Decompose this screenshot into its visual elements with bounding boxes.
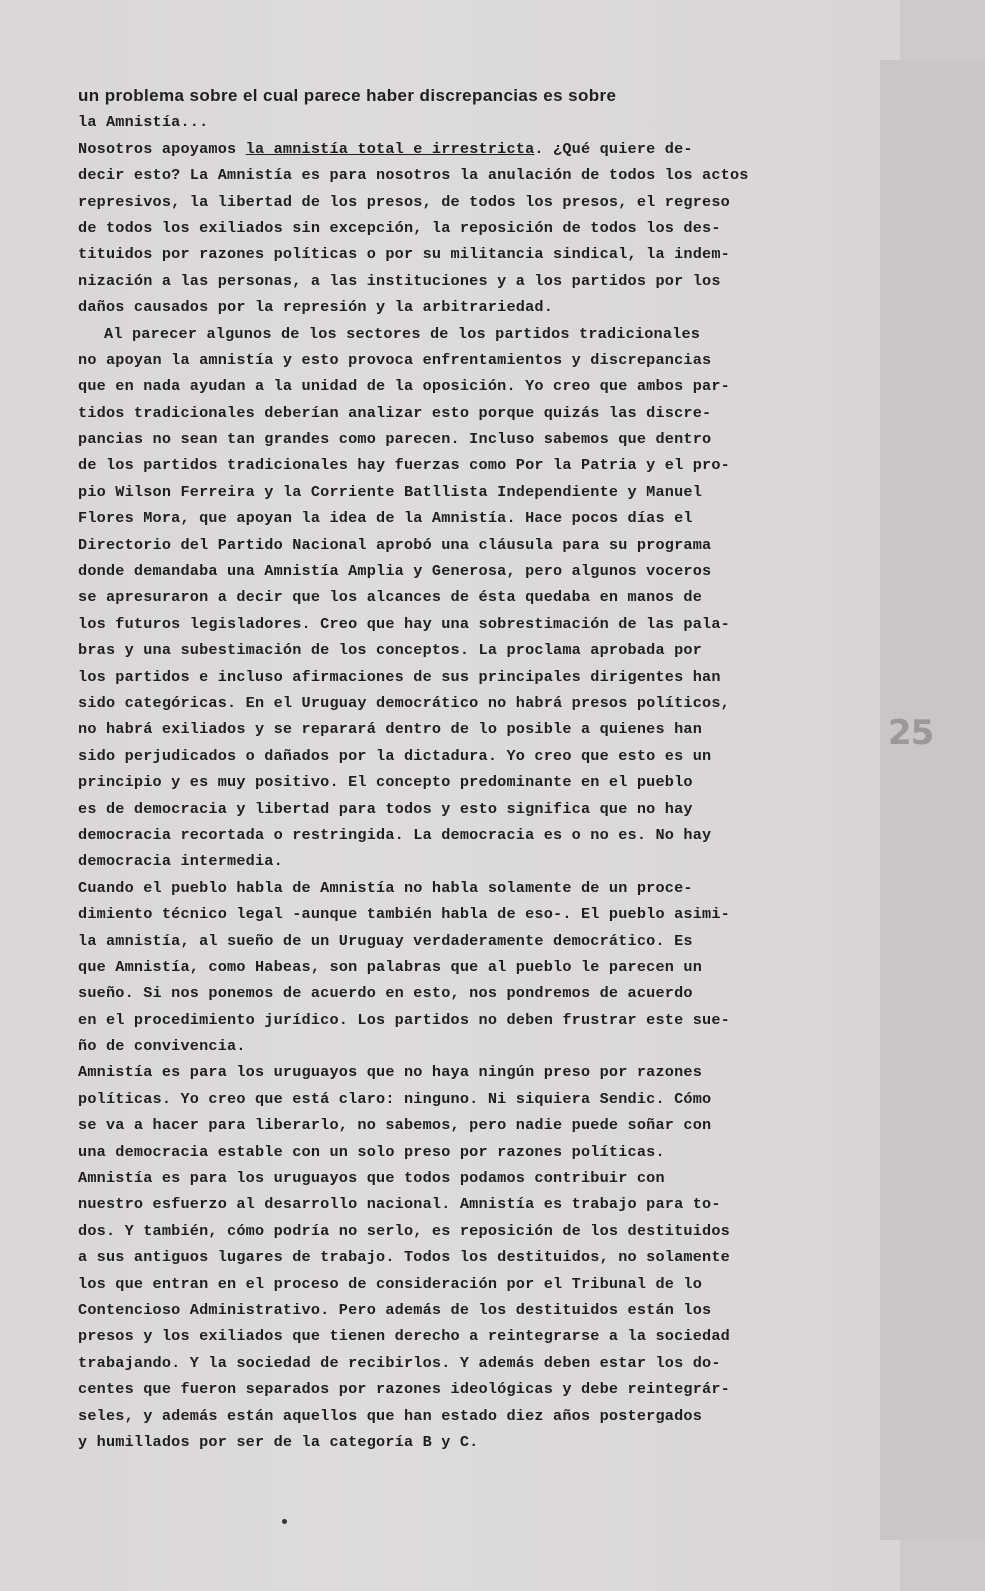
text-line: no apoyan la amnistía y esto provoca enfrentamientos y discrepancias [78,350,712,369]
text-line: democracia recortada o restringida. La democracia es o no es. No hay [78,825,712,844]
text-line: dimiento técnico legal -aunque también habla de eso-. El pueblo asimi- [78,905,730,924]
ink-dot [282,1519,287,1524]
text-line: sido perjudicados o dañados por la dictadura. Yo creo que esto es un [78,746,712,765]
text-line: nización a las personas, a las instituciones y a los partidos por los [78,271,721,290]
text-line: que Amnistía, como Habeas, son palabras que al pueblo le parecen un [78,957,703,976]
text-line: seles, y además están aquellos que han estado diez años postergados [78,1406,703,1425]
text-line: la amnistía, al sueño de un Uruguay verdaderamente democrático. Es [78,931,693,950]
text-line: pio Wilson Ferreira y la Corriente Batllista Independiente y Manuel [78,482,703,501]
text-line: dos. Y también, cómo podría no serlo, es reposición de los destituidos [78,1221,730,1240]
text-line: Al parecer algunos de los sectores de los partidos tradicionales [104,324,701,343]
text-line: los que entran en el proceso de consideración por el Tribunal de lo [78,1274,703,1293]
text-line: Amnistía es para los uruguayos que todos podamos contribuir con [78,1169,665,1188]
text-line: una democracia estable con un solo preso por razones políticas. [78,1142,665,1161]
text-line: tidos tradicionales deberían analizar esto porque quizás las discre- [78,403,712,422]
adjacent-page-edge [880,60,985,1540]
text-line: bras y una subestimación de los conceptos. La proclama aprobada por [78,641,703,660]
text-line: principio y es muy positivo. El concepto predominante en el pueblo [78,773,693,792]
underlined-phrase: la amnistía total e irrestricta [245,139,535,158]
text-line: centes que fueron separados por razones ideológicas y debe reintegrár- [78,1380,730,1399]
text-line: de los partidos tradicionales hay fuerzas como Por la Patria y el pro- [78,456,730,475]
text-line: Amnistía es para los uruguayos que no haya ningún preso por razones [78,1063,703,1082]
page-number: 25 [888,713,934,753]
text-line: políticas. Yo creo que está claro: ninguno. Ni siquiera Sendic. Cómo [78,1089,712,1108]
text-line: tituidos por razones políticas o por su militancia sindical, la indem- [78,245,730,264]
text-line: daños causados por la represión y la arbitrariedad. [78,298,554,317]
text-line: que en nada ayudan a la unidad de la oposición. Yo creo que ambos par- [78,377,730,396]
text-line: decir esto? La Amnistía es para nosotros la anulación de todos los actos [78,166,749,185]
text-line: sueño. Si nos ponemos de acuerdo en esto, nos pondremos de acuerdo [78,984,693,1003]
text-segment: Nosotros apoyamos [78,139,246,158]
text-line: un problema sobre el cual parece haber discrepancias es sobre [78,86,617,105]
text-line: nuestro esfuerzo al desarrollo nacional. Amnistía es trabajo para to- [78,1195,721,1214]
text-line: Contencioso Administrativo. Pero además de los destituidos están los [78,1300,712,1319]
text-line: los partidos e incluso afirmaciones de sus principales dirigentes han [78,667,721,686]
text-line: la Amnistía... [78,113,209,132]
text-line: trabajando. Y la sociedad de recibirlos. Y además deben estar los do- [78,1353,721,1372]
text-line: donde demandaba una Amnistía Amplia y Generosa, pero algunos voceros [78,562,712,581]
text-line: se va a hacer para liberarlo, no sabemos, pero nadie puede soñar con [78,1116,712,1135]
text-line: presos y los exiliados que tienen derecho a reintegrarse a la sociedad [78,1327,730,1346]
text-line: y humillados por ser de la categoría B y C. [78,1432,479,1451]
text-line: de todos los exiliados sin excepción, la reposición de todos los des- [78,218,721,237]
text-line: Directorio del Partido Nacional aprobó una cláusula para su programa [78,535,712,554]
text-line: a sus antiguos lugares de trabajo. Todos los destituidos, no solamente [78,1248,730,1267]
text-line: es de democracia y libertad para todos y esto significa que no hay [78,799,693,818]
text-line: se apresuraron a decir que los alcances de ésta quedaba en manos de [78,588,703,607]
text-line: ño de convivencia. [78,1037,246,1056]
text-segment: . ¿Qué quiere de- [534,139,693,158]
text-line: los futuros legisladores. Creo que hay una sobrestimación de las pala- [78,614,730,633]
text-line: no habrá exiliados y se reparará dentro de lo posible a quienes han [78,720,703,739]
body-text [78,83,868,1455]
text-line [78,136,868,162]
text-line: democracia intermedia. [78,852,283,871]
text-line: Flores Mora, que apoyan la idea de la Amnistía. Hace pocos días el [78,509,693,528]
text-line: en el procedimiento jurídico. Los partidos no deben frustrar este sue- [78,1010,730,1029]
text-line: represivos, la libertad de los presos, de todos los presos, el regreso [78,192,730,211]
text-line: sido categóricas. En el Uruguay democrático no habrá presos políticos, [78,693,730,712]
text-line: pancias no sean tan grandes como parecen. Incluso sabemos que dentro [78,430,712,449]
text-line: Cuando el pueblo habla de Amnistía no habla solamente de un proce- [78,878,693,897]
